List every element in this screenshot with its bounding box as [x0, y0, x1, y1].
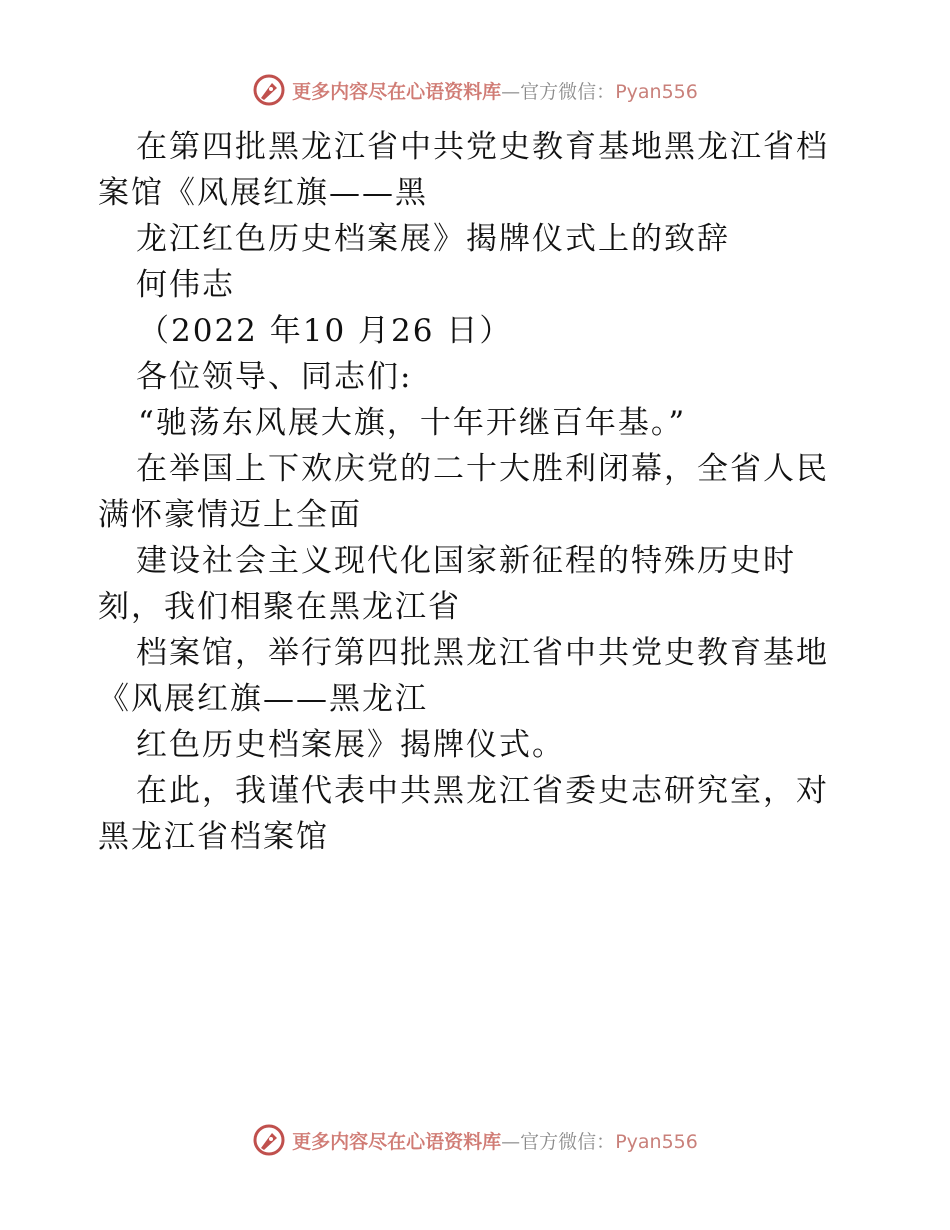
banner-wechat-id: Pyan556 — [615, 80, 698, 103]
paragraph-line: 刻，我们相聚在黑龙江省 — [98, 589, 461, 625]
date: （2022 年10 月26 日） — [138, 313, 513, 349]
banner-text — [292, 77, 698, 104]
paragraph-line: 红色历史档案展》揭牌仪式。 — [136, 727, 565, 763]
footer-banner — [0, 1120, 950, 1160]
banner-dash: — — [501, 1130, 521, 1153]
author: 何伟志 — [136, 267, 235, 303]
title-line-1: 在第四批黑龙江省中共党史教育基地黑龙江省档 — [136, 129, 829, 165]
title-line-2: 案馆《风展红旗——黑 — [98, 175, 428, 211]
quote: “驰荡东风展大旗，十年开继百年基。” — [138, 405, 687, 441]
header-banner — [0, 70, 950, 110]
paragraph-line: 档案馆，举行第四批黑龙江省中共党史教育基地 — [136, 635, 829, 671]
banner-text — [292, 1127, 698, 1154]
banner-wechat-id: Pyan556 — [615, 1130, 698, 1153]
pen-nib-logo-icon — [252, 1123, 286, 1157]
salutation: 各位领导、同志们: — [136, 359, 413, 395]
paragraph-line: 建设社会主义现代化国家新征程的特殊历史时 — [136, 543, 796, 579]
banner-site: 更多内容尽在心语资料库 — [292, 1130, 502, 1153]
banner-label: 官方微信： — [520, 1130, 616, 1153]
banner-label: 官方微信： — [520, 80, 616, 103]
paragraph-line: 在此，我谨代表中共黑龙江省委史志研究室，对 — [136, 773, 829, 809]
banner-dash: — — [501, 80, 521, 103]
paragraph-line: 《风展红旗——黑龙江 — [98, 681, 428, 717]
document-body — [98, 124, 858, 860]
paragraph-line: 黑龙江省档案馆 — [98, 819, 329, 855]
paragraph-line: 满怀豪情迈上全面 — [98, 497, 362, 533]
paragraph-line: 在举国上下欢庆党的二十大胜利闭幕，全省人民 — [136, 451, 829, 487]
title-line-3: 龙江红色历史档案展》揭牌仪式上的致辞 — [136, 221, 730, 257]
pen-nib-logo-icon — [252, 73, 286, 107]
banner-site: 更多内容尽在心语资料库 — [292, 80, 502, 103]
